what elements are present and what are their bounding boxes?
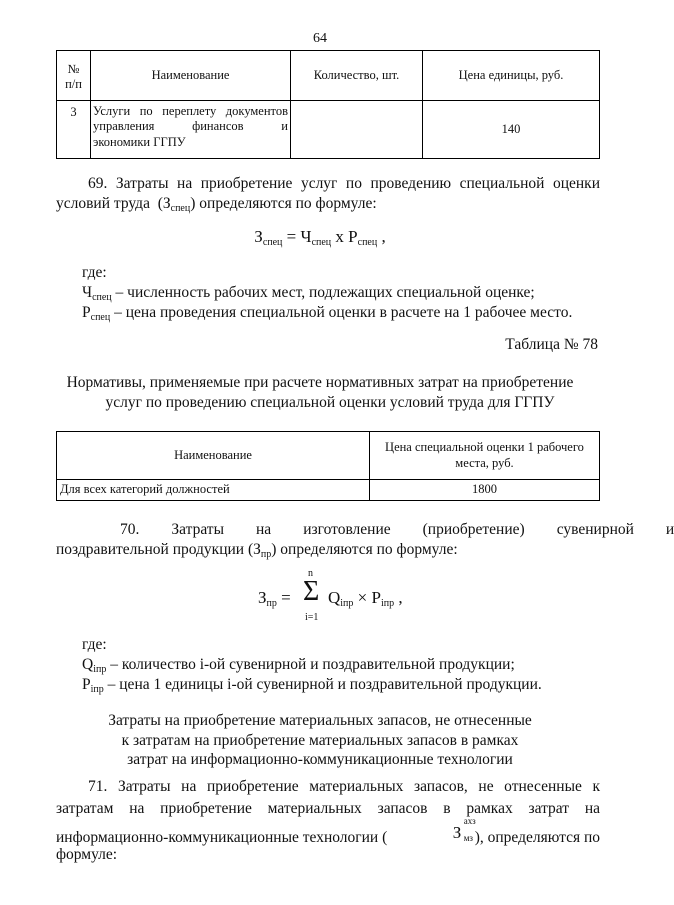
paragraph-71-line1: 71. Затраты на приобретение материальных запасов, не отнесенные к <box>88 778 600 795</box>
row-name-line: Услуги по переплету документов <box>93 104 288 118</box>
formula-q: Q <box>328 588 341 607</box>
symbol-sub: пр <box>260 549 272 560</box>
def-symbol: Р <box>82 304 91 321</box>
text: ) определяются по формуле: <box>271 541 458 558</box>
section-heading-line: к затратам на приобретение материальных запасов в рамках <box>121 731 519 749</box>
word: и <box>665 521 674 538</box>
row-name: Для всех категорий должностей <box>57 480 370 501</box>
word: изготовление <box>303 521 391 538</box>
formula-rhs <box>328 588 403 610</box>
formula-lhs-sub: спец <box>262 237 283 248</box>
formula-end: , <box>377 227 386 246</box>
header-price: Цена единицы, руб. <box>423 51 600 101</box>
paragraph-71-line3 <box>56 816 600 848</box>
sum-icon: Σ <box>303 576 320 607</box>
table-row <box>57 480 600 501</box>
section-heading <box>0 711 640 770</box>
formula-69 <box>0 227 640 249</box>
row-number: 3 <box>57 101 91 159</box>
symbol-sub: спец <box>170 203 191 215</box>
table-header-row <box>57 432 600 480</box>
page-number: 64 <box>313 31 327 46</box>
def-symbol-sub: iпр <box>93 664 107 675</box>
header-number <box>57 51 91 101</box>
header-quantity: Количество, шт. <box>291 51 423 101</box>
formula-lhs-sym: З <box>258 588 267 607</box>
formula-b: Р <box>348 227 358 246</box>
table-number: Таблица № 78 <box>505 336 598 353</box>
word: Затраты <box>171 521 224 538</box>
def-symbol: P <box>82 676 91 693</box>
table-title <box>0 373 640 413</box>
formula-p: P <box>371 588 381 607</box>
table-header-row <box>57 51 600 101</box>
header-price: Цена специальной оценки 1 рабочего места, руб. <box>370 432 600 480</box>
def-text: – цена проведения специальной оценки в расчете на 1 рабочее место. <box>110 304 573 321</box>
word: (приобретение) <box>422 521 525 538</box>
word: 70. <box>120 521 140 538</box>
header-number-text: № п/п <box>65 61 82 91</box>
table-row <box>57 101 600 159</box>
symbol: З <box>162 195 171 213</box>
formula-70 <box>258 566 438 626</box>
row-quantity <box>291 101 423 159</box>
sum-upper-limit: n <box>308 568 313 579</box>
formula-lhs: З <box>254 227 263 246</box>
formula-p-sub: iпр <box>380 598 395 609</box>
symbol-with-indices <box>452 816 476 843</box>
formula-symbol <box>452 816 600 848</box>
table-title-line: Нормативы, применяемые при расчете нормативных затрат на приобретение <box>66 374 574 391</box>
formula-times: х <box>331 227 349 246</box>
symbol-sup: ахз <box>463 816 476 826</box>
row-price: 140 <box>423 101 600 159</box>
section-heading-line: затрат на информационно-коммуникационные технологии <box>127 751 513 769</box>
formula-lhs-sub: пр <box>266 598 277 609</box>
paragraph-71-line4: формуле: <box>56 846 118 863</box>
symbol: З <box>253 541 261 558</box>
norms-table <box>56 431 600 501</box>
paragraph-71-line2: затратам на приобретение материальных запасов в рамках затрат на <box>56 800 600 817</box>
word: на <box>256 521 272 538</box>
def-symbol: Ч <box>82 284 93 301</box>
def-symbol-sub: спец <box>92 292 112 303</box>
header-name: Наименование <box>57 432 370 480</box>
def-text: – численность рабочих мест, подлежащих специальной оценке; <box>111 284 535 301</box>
header-name: Наименование <box>91 51 291 101</box>
row-name <box>91 101 291 159</box>
formula-end: , <box>394 588 403 607</box>
text: информационно-коммуникационные технологии ( <box>56 829 388 846</box>
def-text: – количество i-ой сувенирной и поздравительной продукции; <box>106 656 515 673</box>
row-name-line: управления финансов и <box>93 119 288 134</box>
section-heading-line: Затраты на приобретение материальных запасов, не отнесенные <box>108 712 532 729</box>
text: поздравительной продукции ( <box>56 541 254 558</box>
row-name-line: экономики ГГПУ <box>93 134 186 149</box>
definition-line <box>82 676 542 696</box>
formula-a: Ч <box>300 227 312 246</box>
formula-eq: = <box>282 227 301 246</box>
definition-line <box>82 656 515 676</box>
sum-lower-limit: i=1 <box>305 612 319 623</box>
services-table <box>56 50 600 159</box>
symbol: З <box>452 823 462 842</box>
paragraph-70-line2 <box>56 541 600 561</box>
row-price: 1800 <box>370 480 600 501</box>
paragraph-69-text: 69. Затраты на приобретение услуг по проведению специальной оценки условий труда <box>56 175 600 213</box>
symbol-sub: мз <box>463 833 473 843</box>
table-title-line: услуг по проведению специальной оценки условий труда для ГГПУ <box>105 393 555 411</box>
definition-line <box>82 304 572 324</box>
paragraph-70-line1 <box>56 521 674 540</box>
paragraph-69-tail: определяются по формуле: <box>199 195 377 213</box>
formula-lhs <box>258 588 291 610</box>
paragraph-69: 69. Затраты на приобретение услуг по проведению специальной оценки условий труда $(З_{спец})$ определяются по формуле: <box>56 175 600 215</box>
formula-a-sub: спец <box>311 237 332 248</box>
formula-eq: = <box>276 588 291 607</box>
def-symbol-sub: iпр <box>90 684 104 695</box>
definition-line <box>82 284 535 304</box>
def-symbol: Q <box>82 656 94 673</box>
def-text: – цена 1 единицы i-ой сувенирной и поздравительной продукции. <box>103 676 542 693</box>
formula-times: × <box>353 588 372 607</box>
where-label: где: <box>82 264 107 281</box>
text: ), определяются по <box>474 829 600 846</box>
formula-q-sub: iпр <box>340 598 354 609</box>
word: сувенирной <box>556 521 634 538</box>
formula-b-sub: спец <box>357 237 378 248</box>
def-symbol-sub: спец <box>90 312 111 323</box>
where-label: где: <box>82 636 107 653</box>
